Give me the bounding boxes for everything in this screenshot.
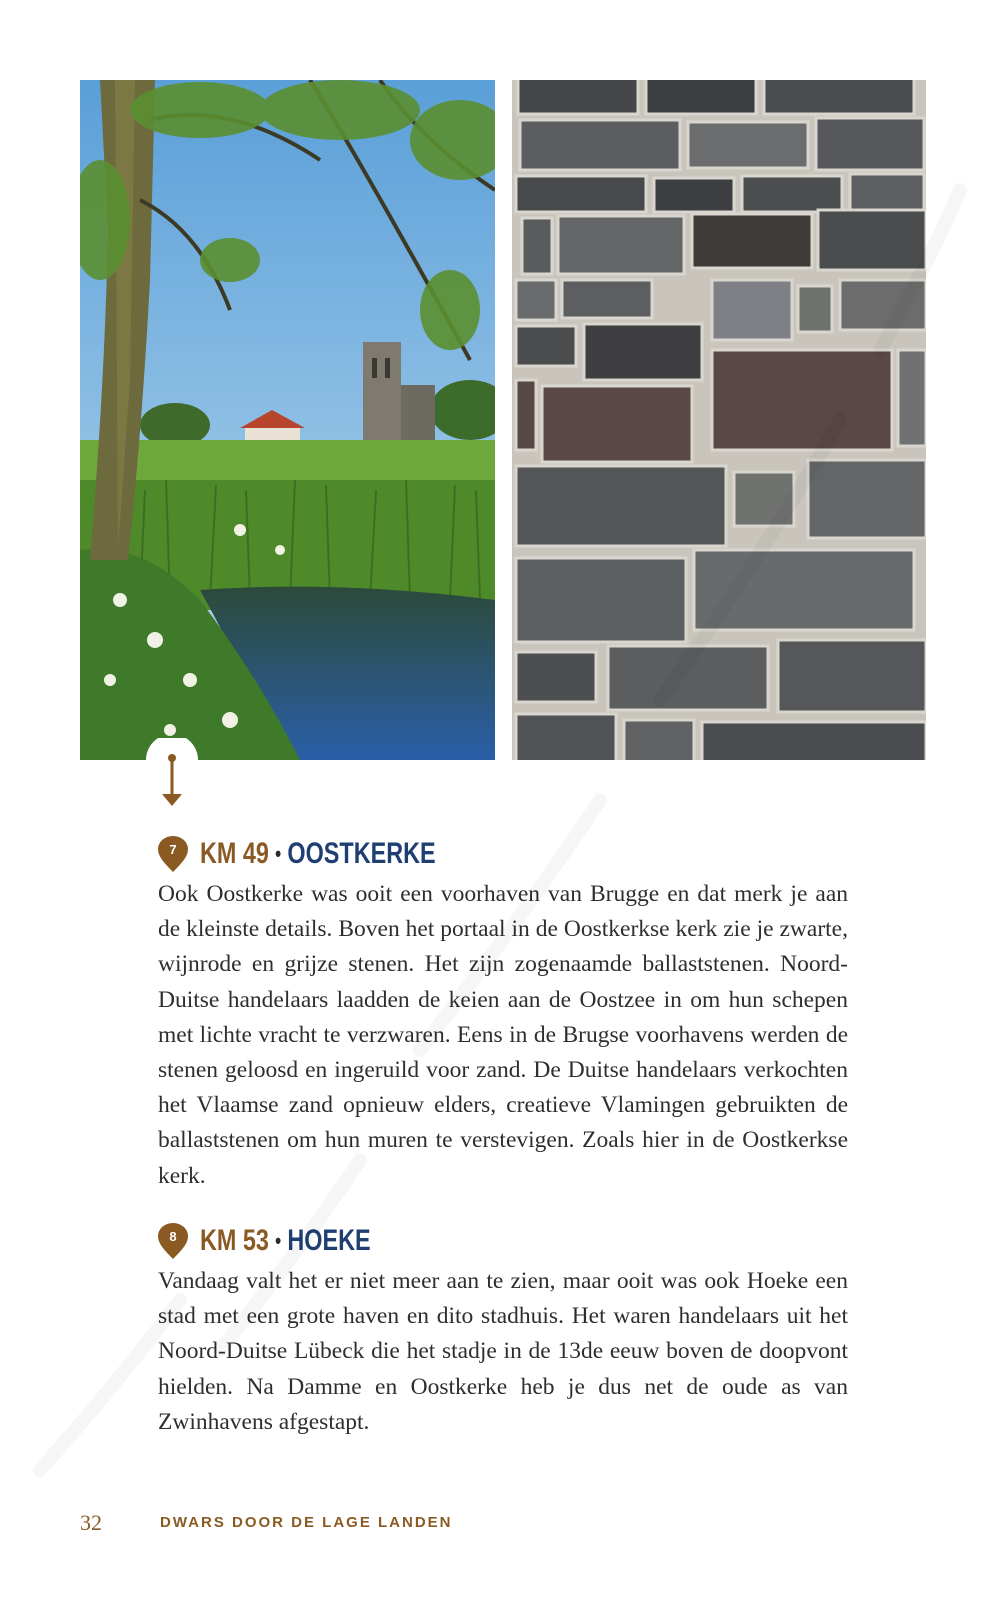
section-body: Vandaag valt het er niet meer aan te zien, maar ooit was ook Hoeke een stad met een grote haven en dito stadhuis. Het waren handelaars uit het Noord-Duitse Lübeck die het stadje in de 13de eeuw boven de doopvont hielden. Na Damme en Oostkerke heb je dus net de oude as van Zwinhavens afgestapt. (158, 1268, 848, 1435)
heading-separator: • (275, 841, 282, 866)
running-title: DWARS DOOR DE LAGE LANDEN (160, 1514, 453, 1531)
section-heading (158, 835, 848, 873)
stop-number: 7 (169, 842, 177, 857)
section-oostkerke (158, 835, 848, 1194)
section-heading (158, 1222, 848, 1260)
section-body: Ook Oostkerke was ooit een voorhaven van Brugge en dat merk je aan de kleinste details. Boven het portaal in de Oostkerkse kerk zie je zwarte, wijnrode en grijze stenen. Het zijn zogenaamde ballaststenen. Noord-Duitse handelaars laadden de keien aan de Oostzee in om hun schepen met lichte vracht te verzwaren. Eens in de Brugse voorhavens werden de stenen geloosd en ingeruild voor zand. De Duitse handelaars verkochten het Vlaamse zand opnieuw elders, creatieve Vlamingen gebruikten de ballaststenen om hun muren te verstevigen. Zoals hier in de Oostkerkse kerk. (158, 881, 848, 1189)
location-pin-icon (158, 836, 188, 872)
km-label: KM 49 (200, 837, 269, 870)
stone-wall-photo (512, 80, 926, 760)
section-hoeke (158, 1222, 848, 1440)
km-label: KM 53 (200, 1224, 269, 1257)
route-arrow-icon (146, 738, 198, 818)
heading-separator: • (275, 1228, 282, 1253)
page-number: 32 (80, 1510, 102, 1535)
church-landscape-photo (80, 80, 495, 760)
page-footer (80, 1510, 920, 1540)
place-name: HOEKE (287, 1224, 371, 1257)
place-name: OOSTKERKE (287, 837, 436, 870)
stop-number: 8 (169, 1229, 177, 1244)
location-pin-icon (158, 1223, 188, 1259)
